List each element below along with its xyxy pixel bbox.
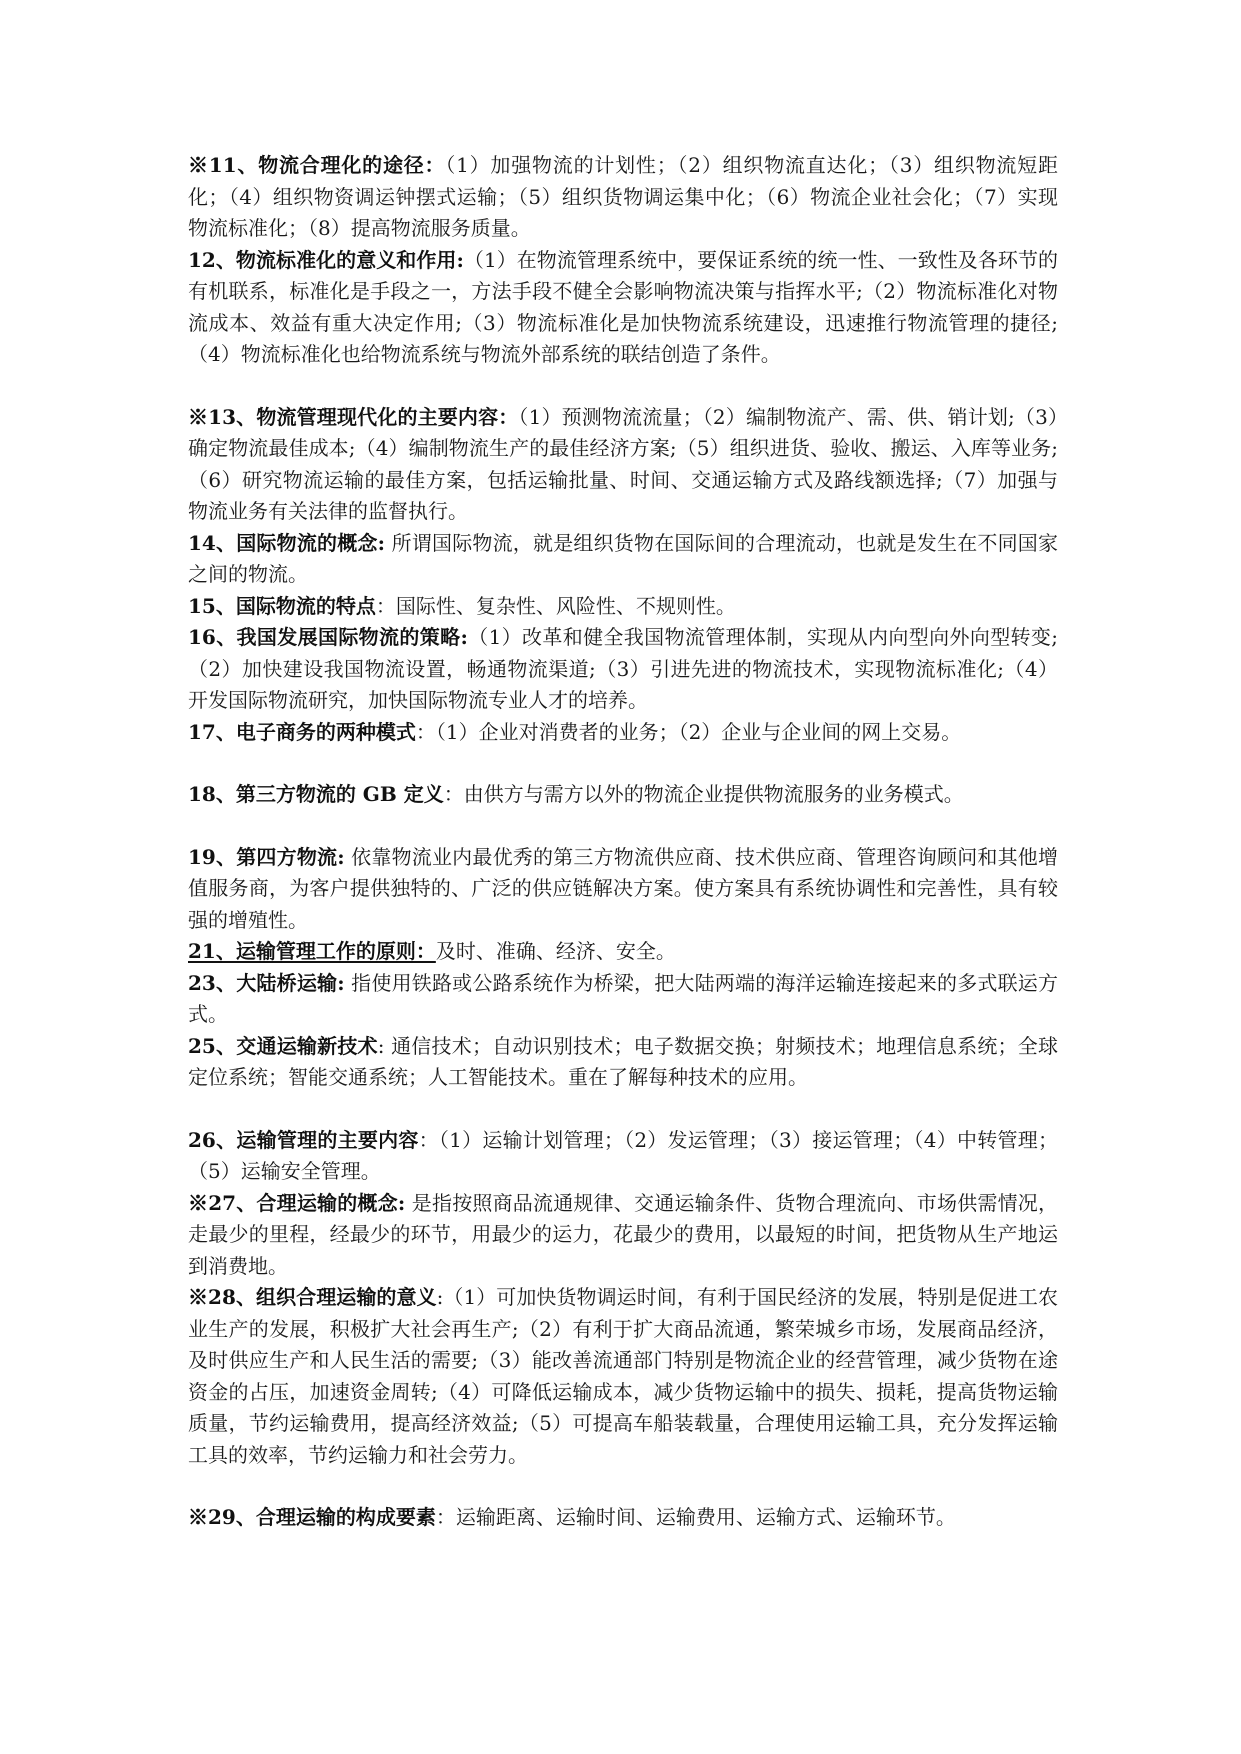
- item-17: [188, 717, 1058, 749]
- item-body: 是指按照商品流通规律、交通运输条件、货物合理流向、市场供需情况，走最少的里程，经最少的环节，用最少的运力，花最少的费用，以最短的时间，把货物从生产地运到消费地。: [188, 1190, 1059, 1278]
- item-28: [188, 1282, 1058, 1471]
- item-23: [188, 968, 1058, 1031]
- item-heading: 18、第三方物流的 GB 定义: [188, 782, 444, 806]
- item-heading: 23、大陆桥运输:: [188, 970, 345, 995]
- item-body: 所谓国际物流，就是组织货物在国际间的合理流动，也就是发生在不同国家之间的物流。: [188, 530, 1059, 586]
- item-16: [188, 622, 1058, 717]
- item-heading: 16、我国发展国际物流的策略:: [188, 625, 468, 649]
- item-18: [188, 779, 1058, 811]
- item-body: ：国际性、复杂性、风险性、不规则性。: [375, 593, 736, 618]
- item-11: [188, 150, 1058, 245]
- item-body: 及时、准确、经济、安全。: [435, 939, 676, 963]
- item-25: [188, 1031, 1058, 1094]
- item-heading: 25、交通运输新技术: [188, 1033, 378, 1058]
- item-body: :（1）可加快货物调运时间，有利于国民经济的发展，特别是促进工农业生产的发展，积极扩大社会再生产;（2）有利于扩大商品流通，繁荣城乡市场，发展商品经济，及时供应生产和人民生活的需要;（3）能改善流通部门特别是物流企业的经营管理，减少货物在途资金的占压，加速资金周转;（4）可降低运输成本，减少货物运输中的损失、损耗，提高货物运输质量，节约运输费用，提高经济效益;（5）可提高车船装载量，合理使用运输工具，充分发挥运输工具的效率，节约运输力和社会劳力。: [188, 1285, 1058, 1467]
- item-12: [188, 245, 1058, 371]
- item-21: [188, 936, 1058, 968]
- item-heading: 26、运输管理的主要内容: [188, 1127, 419, 1152]
- item-body: : 通信技术；自动识别技术；电子数据交换；射频技术；地理信息系统；全球定位系统；智能交通系统；人工智能技术。重在了解每种技术的应用。: [188, 1033, 1058, 1089]
- item-heading: 12、物流标准化的意义和作用:: [188, 247, 464, 272]
- item-heading: 14、国际物流的概念:: [188, 530, 386, 555]
- item-19: [188, 842, 1058, 937]
- item-body: （1）加强物流的计划性；（2）组织物流直达化；（3）组织物流短距化；（4）组织物资调运钟摆式运输；（5）组织货物调运集中化；（6）物流企业社会化；（7）实现物流标准化；（8）提高物流服务质量。: [188, 153, 1058, 240]
- item-body: （1）预测物流流量；（2）编制物流产、需、供、销计划;（3）确定物流最佳成本;（4）编制物流生产的最佳经济方案;（5）组织进货、验收、搬运、入库等业务;（6）研究物流运输的最佳方案，包括运输批量、时间、交通运输方式及路线额选择;（7）加强与物流业务有关法律的监督执行。: [188, 404, 1058, 523]
- item-heading: 21、运输管理工作的原则：: [188, 939, 436, 963]
- item-heading: 17、电子商务的两种模式: [188, 719, 416, 744]
- document-page: [188, 150, 1058, 1534]
- item-14: [188, 528, 1058, 591]
- item-body: 指使用铁路或公路系统作为桥梁，把大陆两端的海洋运输连接起来的多式联运方式。: [188, 970, 1059, 1026]
- item-heading: 19、第四方物流:: [188, 844, 345, 869]
- item-body: （1）改革和健全我国物流管理体制，实现从内向型向外向型转变;（2）加快建设我国物流设置，畅通物流渠道;（3）引进先进的物流技术，实现物流标准化;（4）开发国际物流研究，加快国际物流专业人才的培养。: [188, 625, 1059, 712]
- item-heading: 15、国际物流的特点: [188, 593, 376, 618]
- item-26: [188, 1125, 1058, 1188]
- item-heading: ※29、合理运输的构成要素: [188, 1505, 436, 1529]
- item-heading: ※28、组织合理运输的意义: [188, 1285, 437, 1309]
- item-heading: ※13、物流管理现代化的主要内容：: [188, 404, 519, 429]
- item-15: [188, 591, 1058, 623]
- item-body: ：运输距离、运输时间、运输费用、运输方式、运输环节。: [435, 1505, 956, 1529]
- item-body: （1）在物流管理系统中，要保证系统的统一性、一致性及各环节的有机联系，标准化是手段之一，方法手段不健全会影响物流决策与指挥水平;（2）物流标准化对物流成本、效益有重大决定作用;（3）物流标准化是加快物流系统建设，迅速推行物流管理的捷径;（4）物流标准化也给物流系统与物流外部系统的联结创造了条件。: [188, 247, 1058, 366]
- item-heading: ※11、物流合理化的途径：: [188, 153, 446, 177]
- item-heading: ※27、合理运输的概念:: [188, 1190, 406, 1215]
- item-body: ：由供方与需方以外的物流企业提供物流服务的业务模式。: [443, 782, 964, 806]
- item-body: ：（1）企业对消费者的业务；（2）企业与企业间的网上交易。: [415, 719, 962, 744]
- item-body: 依靠物流业内最优秀的第三方物流供应商、技术供应商、管理咨询顾问和其他增值服务商，为客户提供独特的、广泛的供应链解决方案。使方案具有系统协调性和完善性，具有较强的增殖性。: [188, 844, 1059, 932]
- item-13: [188, 402, 1058, 528]
- item-27: [188, 1188, 1058, 1283]
- item-29: [188, 1502, 1058, 1534]
- item-body: ：（1）运输计划管理；（2）发运管理；（3）接运管理；（4）中转管理；（5）运输安全管理。: [188, 1127, 1058, 1183]
